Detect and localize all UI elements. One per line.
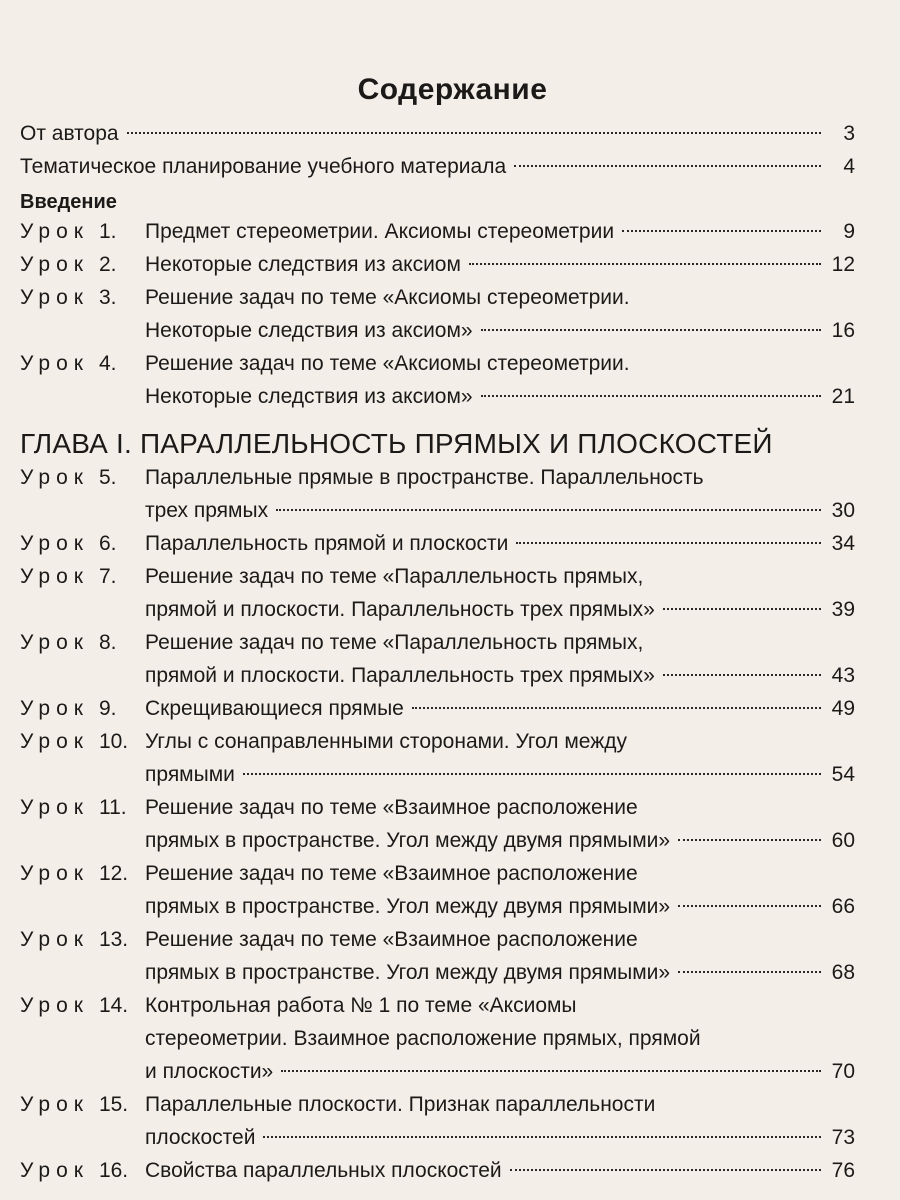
lesson-word: Урок xyxy=(20,1159,89,1182)
dot-leader xyxy=(514,165,821,167)
lesson-title-text: Решение задач по теме «Аксиомы стереометрии. xyxy=(145,286,630,309)
lesson-first-line xyxy=(20,216,855,249)
lesson-title-text: прямых в пространстве. Угол между двумя прямыми» xyxy=(145,895,671,918)
lesson-title-text: трех прямых xyxy=(145,499,269,522)
entry-title: Тематическое планирование учебного материала xyxy=(20,155,507,178)
lesson-title-text: Параллельность прямой и плоскости xyxy=(145,532,509,555)
lesson-first-line xyxy=(20,990,855,1023)
lesson-first-line xyxy=(20,693,855,726)
lesson-title-text: Свойства параллельных плоскостей xyxy=(145,1159,502,1182)
lesson-continuation-line xyxy=(20,1056,855,1089)
page-number: 73 xyxy=(831,1126,855,1149)
lesson-first-line xyxy=(20,348,855,381)
lesson-entry xyxy=(20,216,855,249)
lesson-first-line xyxy=(20,792,855,825)
page-number: 39 xyxy=(831,598,855,621)
lesson-title-text: Параллельные прямые в пространстве. Параллельность xyxy=(145,466,704,489)
lesson-label xyxy=(20,858,145,890)
introduction-lessons xyxy=(20,216,855,414)
lesson-word: Урок xyxy=(20,928,89,951)
lesson-number: 12. xyxy=(98,862,129,885)
lesson-title-text: Решение задач по теме «Взаимное расположение xyxy=(145,796,638,819)
lesson-title-text: Решение задач по теме «Параллельность прямых, xyxy=(145,631,644,654)
lesson-title-text: прямой и плоскости. Параллельность трех прямых» xyxy=(145,664,655,687)
lesson-word: Урок xyxy=(20,862,89,885)
lesson-title-text: Предмет стереометрии. Аксиомы стереометрии xyxy=(145,220,615,243)
lesson-continuation-line xyxy=(20,660,855,693)
lesson-first-line xyxy=(20,528,855,561)
page-number: 3 xyxy=(843,122,855,145)
lesson-continuation-line xyxy=(20,1023,855,1056)
entry-title: От автора xyxy=(20,122,119,145)
lesson-entry xyxy=(20,561,855,627)
lesson-label xyxy=(20,990,145,1022)
lesson-first-line xyxy=(20,924,855,957)
page-title: Содержание xyxy=(357,73,548,106)
lesson-title-text: прямой и плоскости. Параллельность трех прямых» xyxy=(145,598,655,621)
lesson-number: 14. xyxy=(98,994,129,1017)
lesson-entry xyxy=(20,792,855,858)
page-number: 16 xyxy=(831,319,855,342)
lesson-number: 11. xyxy=(98,796,127,819)
lesson-continuation-line xyxy=(20,381,855,414)
dot-leader xyxy=(281,1070,821,1072)
lesson-number: 9. xyxy=(98,697,117,720)
lesson-label xyxy=(20,561,145,593)
lesson-word: Урок xyxy=(20,565,89,588)
lesson-word: Урок xyxy=(20,730,89,753)
lesson-label xyxy=(20,1155,145,1187)
lesson-label xyxy=(20,792,145,824)
lesson-entry xyxy=(20,693,855,726)
lesson-title-text: Углы с сонаправленными сторонами. Угол между xyxy=(145,730,628,753)
lesson-number: 7. xyxy=(98,565,117,588)
lesson-entry xyxy=(20,1089,855,1155)
lesson-title-text: Скрещивающиеся прямые xyxy=(145,697,404,720)
lesson-title-text: Решение задач по теме «Взаимное расположение xyxy=(145,928,638,951)
dot-leader xyxy=(469,263,821,265)
lesson-title-text: стереометрии. Взаимное расположение прямых, прямой xyxy=(145,1027,701,1050)
lesson-label xyxy=(20,249,145,281)
dot-leader xyxy=(678,839,821,841)
dot-leader xyxy=(663,608,821,610)
page-number: 66 xyxy=(831,895,855,918)
lesson-label xyxy=(20,462,145,494)
page-number: 4 xyxy=(843,155,855,178)
lesson-number: 16. xyxy=(98,1159,129,1182)
lesson-word: Урок xyxy=(20,1093,89,1116)
chapter-lessons xyxy=(20,462,855,1188)
lesson-word: Урок xyxy=(20,466,89,489)
lesson-number: 15. xyxy=(98,1093,129,1116)
lesson-continuation-line xyxy=(20,1122,855,1155)
lesson-title-text: прямых в пространстве. Угол между двумя прямыми» xyxy=(145,829,671,852)
dot-leader xyxy=(678,971,821,973)
lesson-label xyxy=(20,528,145,560)
contents-page xyxy=(20,70,855,1188)
lesson-first-line xyxy=(20,1155,855,1188)
toc-entry xyxy=(20,118,855,151)
lesson-entry xyxy=(20,462,855,528)
lesson-label xyxy=(20,216,145,248)
dot-leader xyxy=(510,1169,821,1171)
dot-leader xyxy=(127,132,821,134)
lesson-label xyxy=(20,693,145,725)
lesson-title-text: прямых в пространстве. Угол между двумя прямыми» xyxy=(145,961,671,984)
dot-leader xyxy=(263,1136,821,1138)
lesson-word: Урок xyxy=(20,796,89,819)
lesson-label xyxy=(20,348,145,380)
lesson-title-text: Контрольная работа № 1 по теме «Аксиомы xyxy=(145,994,577,1017)
lesson-label xyxy=(20,1089,145,1121)
lesson-first-line xyxy=(20,726,855,759)
lesson-entry xyxy=(20,348,855,414)
lesson-continuation-line xyxy=(20,825,855,858)
lesson-title-text: плоскостей xyxy=(145,1126,256,1149)
dot-leader xyxy=(678,905,821,907)
lesson-title-text: Некоторые следствия из аксиом» xyxy=(145,385,473,408)
lesson-continuation-line xyxy=(20,315,855,348)
page-number: 76 xyxy=(831,1159,855,1182)
chapter-heading: ГЛАВА I. ПАРАЛЛЕЛЬНОСТЬ ПРЯМЫХ И ПЛОСКОСТЕЙ xyxy=(20,428,773,459)
lesson-title-text: Параллельные плоскости. Признак параллельности xyxy=(145,1093,656,1116)
page-number: 68 xyxy=(831,961,855,984)
lesson-continuation-line xyxy=(20,495,855,528)
dot-leader xyxy=(481,395,821,397)
lesson-number: 13. xyxy=(98,928,129,951)
lesson-first-line xyxy=(20,249,855,282)
lesson-title-text: Решение задач по теме «Аксиомы стереометрии. xyxy=(145,352,630,375)
toc-entry xyxy=(20,151,855,184)
front-matter xyxy=(20,118,855,184)
dot-leader xyxy=(412,707,821,709)
lesson-label xyxy=(20,282,145,314)
page-number: 60 xyxy=(831,829,855,852)
lesson-continuation-line xyxy=(20,759,855,792)
lesson-number: 5. xyxy=(98,466,117,489)
page-number: 30 xyxy=(831,499,855,522)
lesson-continuation-line xyxy=(20,957,855,990)
lesson-label xyxy=(20,726,145,758)
lesson-word: Урок xyxy=(20,220,89,243)
lesson-entry xyxy=(20,282,855,348)
lesson-word: Урок xyxy=(20,631,89,654)
page-number: 49 xyxy=(831,697,855,720)
lesson-word: Урок xyxy=(20,286,89,309)
lesson-first-line xyxy=(20,627,855,660)
lesson-title-text: Решение задач по теме «Параллельность прямых, xyxy=(145,565,644,588)
lesson-word: Урок xyxy=(20,532,89,555)
lesson-entry xyxy=(20,990,855,1089)
lesson-label xyxy=(20,627,145,659)
dot-leader xyxy=(243,773,821,775)
lesson-word: Урок xyxy=(20,697,89,720)
page-number: 70 xyxy=(831,1060,855,1083)
lesson-number: 2. xyxy=(98,253,117,276)
dot-leader xyxy=(276,509,821,511)
lesson-first-line xyxy=(20,462,855,495)
page-number: 21 xyxy=(831,385,855,408)
lesson-first-line xyxy=(20,858,855,891)
lesson-number: 3. xyxy=(98,286,117,309)
page-number: 34 xyxy=(831,532,855,555)
lesson-word: Урок xyxy=(20,253,89,276)
lesson-entry xyxy=(20,1155,855,1188)
lesson-title-text: Решение задач по теме «Взаимное расположение xyxy=(145,862,638,885)
lesson-title-text: и плоскости» xyxy=(145,1060,274,1083)
page-number: 54 xyxy=(831,763,855,786)
lesson-label xyxy=(20,924,145,956)
lesson-entry xyxy=(20,627,855,693)
lesson-continuation-line xyxy=(20,594,855,627)
lesson-number: 10. xyxy=(98,730,129,753)
lesson-number: 6. xyxy=(98,532,117,555)
lesson-title-text: Некоторые следствия из аксиом» xyxy=(145,319,473,342)
lesson-number: 4. xyxy=(98,352,117,375)
lesson-entry xyxy=(20,249,855,282)
lesson-number: 8. xyxy=(98,631,117,654)
lesson-entry xyxy=(20,924,855,990)
dot-leader xyxy=(622,230,821,232)
lesson-first-line xyxy=(20,282,855,315)
lesson-entry xyxy=(20,858,855,924)
page-number: 9 xyxy=(843,220,855,243)
page-number: 43 xyxy=(831,664,855,687)
lesson-title-text: прямыми xyxy=(145,763,235,786)
dot-leader xyxy=(481,329,821,331)
lesson-continuation-line xyxy=(20,891,855,924)
lesson-title-text: Некоторые следствия из аксиом xyxy=(145,253,461,276)
lesson-word: Урок xyxy=(20,352,89,375)
lesson-first-line xyxy=(20,1089,855,1122)
lesson-entry xyxy=(20,528,855,561)
lesson-entry xyxy=(20,726,855,792)
section-heading-introduction: Введение xyxy=(20,191,117,213)
lesson-number: 1. xyxy=(98,220,117,243)
lesson-first-line xyxy=(20,561,855,594)
dot-leader xyxy=(663,674,821,676)
page-number: 12 xyxy=(831,253,855,276)
lesson-word: Урок xyxy=(20,994,89,1017)
dot-leader xyxy=(516,542,821,544)
